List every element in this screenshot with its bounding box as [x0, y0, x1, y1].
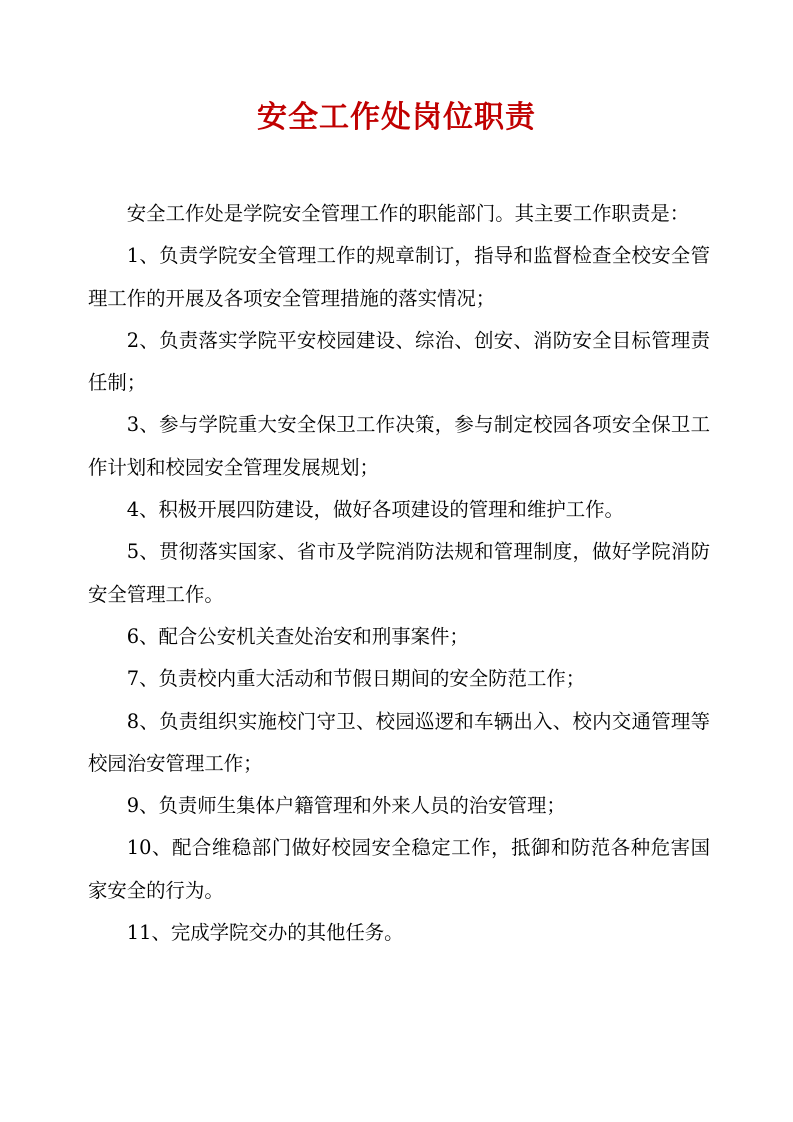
duty-item-1: 1、负责学院安全管理工作的规章制订，指导和监督检查全校安全管理工作的开展及各项安全管理措施的落实情况；	[88, 244, 710, 310]
duty-item-3: 3、参与学院重大安全保卫工作决策，参与制定校园各项安全保卫工作计划和校园安全管理发展规划；	[88, 413, 710, 479]
duty-item-2: 2、负责落实学院平安校园建设、综治、创安、消防安全目标管理责任制；	[88, 328, 710, 395]
duty-item-6: 6、配合公安机关查处治安和刑事案件；	[126, 624, 469, 648]
intro-paragraph: 安全工作处是学院安全管理工作的职能部门。其主要工作职责是：	[126, 202, 690, 225]
duty-item-7: 7、负责校内重大活动和节假日期间的安全防范工作；	[126, 667, 586, 691]
duty-item-5: 5、贯彻落实国家、省市及学院消防法规和管理制度，做好学院消防安全管理工作。	[88, 540, 710, 606]
duty-item-8: 8、负责组织实施校门守卫、校园巡逻和车辆出入、校内交通管理等校园治安管理工作；	[88, 709, 710, 775]
duty-item-9: 9、负责师生集体户籍管理和外来人员的治安管理；	[126, 794, 566, 818]
document-title: 安全工作处岗位职责	[257, 100, 536, 135]
duty-item-10: 10、配合维稳部门做好校园安全稳定工作，抵御和防范各种危害国家安全的行为。	[88, 836, 710, 902]
duty-item-4: 4、积极开展四防建设，做好各项建设的管理和维护工作。	[126, 498, 624, 522]
document-body	[88, 193, 710, 954]
duty-item-11: 11、完成学院交办的其他任务。	[126, 921, 404, 945]
